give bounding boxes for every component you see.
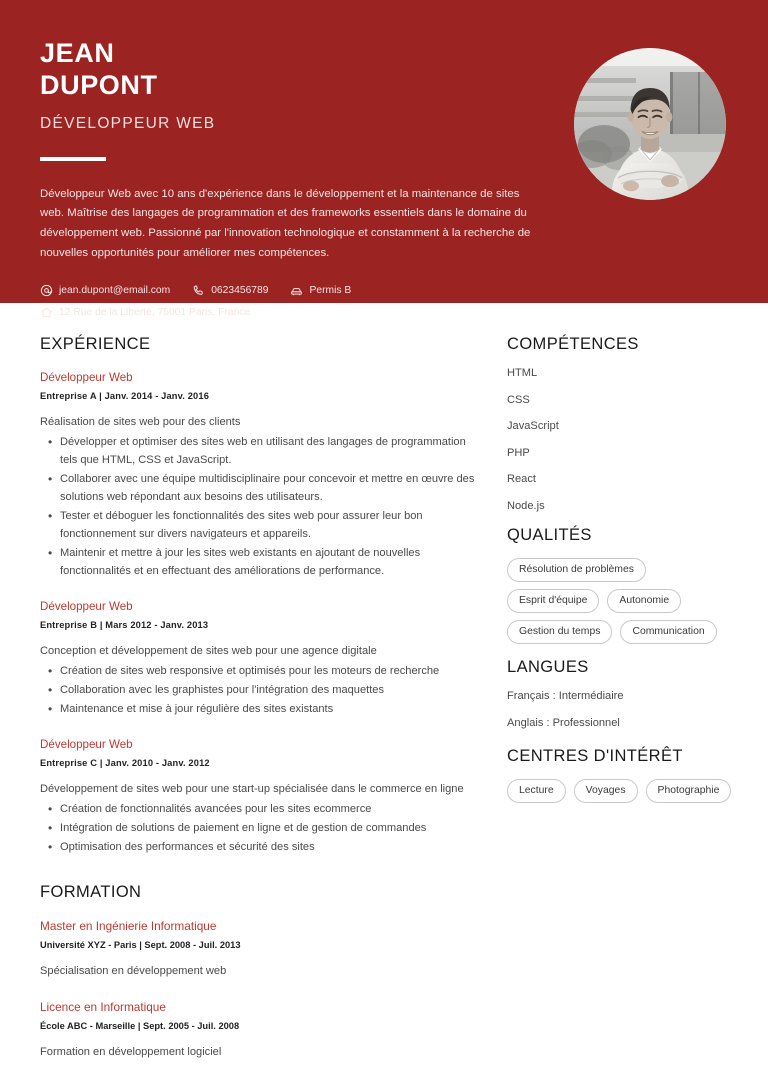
list-item: • Intégration de solutions de paiement en ligne et de gestion de commandes xyxy=(40,820,481,838)
quality-tag: Communication xyxy=(620,620,716,644)
section-languages xyxy=(507,658,738,729)
contact-info xyxy=(40,284,540,319)
languages-heading: LANGUES xyxy=(507,658,589,676)
experience-job-title: Développeur Web xyxy=(40,738,133,752)
skill-item: HTML xyxy=(507,367,538,379)
contact-email-text: jean.dupont@email.com xyxy=(59,285,171,297)
list-item: • Création de sites web responsive et optimisés pour les moteurs de recherche xyxy=(40,663,481,681)
education-entry xyxy=(40,1000,481,1061)
list-item: • Maintenir et mettre à jour les sites web existants en ajoutant de nouvelles fonctionnalités et en effectuant des améliorations de performance. xyxy=(40,545,481,581)
experience-description: Développement de sites web pour une start-up spécialisée dans le commerce en ligne xyxy=(40,783,464,796)
header-text-block xyxy=(40,30,540,328)
experience-bullets xyxy=(40,434,481,581)
contact-row-1 xyxy=(40,284,540,297)
car-icon xyxy=(290,284,303,297)
email-at-icon xyxy=(40,284,53,297)
contact-address xyxy=(40,306,250,319)
education-school-dates: Université XYZ - Paris | Sept. 2008 - Juil. 2013 xyxy=(40,940,241,951)
experience-entry xyxy=(40,600,481,719)
experience-job-title: Développeur Web xyxy=(40,371,133,384)
education-description: Formation en développement logiciel xyxy=(40,1045,222,1058)
education-entry xyxy=(40,919,481,980)
contact-phone-text: 0623456789 xyxy=(211,285,269,297)
quality-tag: Esprit d'équipe xyxy=(507,589,599,613)
interests-tag-list xyxy=(507,779,738,803)
contact-address-text: 12 Rue de la Liberté, 75001 Paris, France xyxy=(59,307,251,319)
skill-item: PHP xyxy=(507,446,530,459)
experience-company-dates: Entreprise B | Mars 2012 - Janv. 2013 xyxy=(40,619,209,630)
skills-heading: COMPÉTENCES xyxy=(507,335,639,353)
list-item: • Développer et optimiser des sites web en utilisant des langages de programmation tels que HTML, CSS et JavaScript. xyxy=(40,434,481,470)
skill-item: Node.js xyxy=(507,499,545,512)
list-item: • Collaboration avec les graphistes pour l'intégration des maquettes xyxy=(40,682,481,700)
language-item: Anglais : Professionnel xyxy=(507,717,620,729)
interests-heading: CENTRES D'INTÉRÊT xyxy=(507,747,683,765)
list-item: • Optimisation des performances et sécurité des sites xyxy=(40,839,481,857)
section-experience xyxy=(40,335,481,857)
skill-item: React xyxy=(507,473,536,485)
education-description: Spécialisation en développement web xyxy=(40,965,227,978)
contact-license xyxy=(290,284,351,297)
main-column xyxy=(0,303,505,1086)
experience-bullets xyxy=(40,801,481,857)
section-education xyxy=(40,883,481,1060)
education-school-dates: École ABC - Marseille | Sept. 2005 - Juil. 2008 xyxy=(40,1020,240,1031)
job-title: DÉVELOPPEUR WEB xyxy=(40,114,216,132)
experience-entry xyxy=(40,371,481,581)
contact-phone[interactable] xyxy=(192,284,268,297)
interest-tag: Lecture xyxy=(507,779,566,803)
experience-job-title: Développeur Web xyxy=(40,599,133,613)
experience-bullets xyxy=(40,663,481,719)
list-item: • Tester et déboguer les fonctionnalités des sites web pour assurer leur bon fonctionnement sur divers navigateurs et appareils. xyxy=(40,508,481,544)
avatar xyxy=(574,48,726,200)
contact-license-text: Permis B xyxy=(309,285,352,297)
list-item: • Création de fonctionnalités avancées pour les sites ecommerce xyxy=(40,801,481,819)
qualities-tag-list xyxy=(507,558,738,644)
experience-company-dates: Entreprise C | Janv. 2010 - Janv. 2012 xyxy=(40,758,210,769)
experience-description: Conception et développement de sites web pour une agence digitale xyxy=(40,644,377,657)
experience-entry xyxy=(40,738,481,857)
language-item: Français : Intermédiaire xyxy=(507,690,624,702)
education-heading: FORMATION xyxy=(40,883,142,902)
skill-item: JavaScript xyxy=(507,420,559,432)
education-degree: Master en Ingénierie Informatique xyxy=(40,919,217,934)
section-qualities xyxy=(507,526,738,644)
home-icon xyxy=(40,306,53,319)
last-name: DUPONT xyxy=(40,69,158,100)
contact-row-2 xyxy=(40,306,540,319)
experience-heading: EXPÉRIENCE xyxy=(40,335,151,353)
quality-tag: Autonomie xyxy=(607,589,681,613)
side-column xyxy=(505,303,768,1086)
experience-description: Réalisation de sites web pour des clients xyxy=(40,416,241,428)
section-skills xyxy=(507,335,738,512)
experience-company-dates: Entreprise A | Janv. 2014 - Janv. 2016 xyxy=(40,391,210,401)
phone-icon xyxy=(192,284,205,297)
qualities-heading: QUALITÉS xyxy=(507,526,592,544)
portrait-photo xyxy=(574,48,726,200)
resume-header xyxy=(0,0,768,319)
first-name: JEAN xyxy=(40,38,115,68)
skill-item: CSS xyxy=(507,393,530,406)
interest-tag: Photographie xyxy=(646,779,732,803)
header-divider xyxy=(40,157,106,161)
profile-summary: Développeur Web avec 10 ans d'expérience dans le développement et la maintenance de sites web. Maîtrise des langages de programmation et des frameworks essentiels dans le domaine du développement web. Passionné par l'innovation technologique et constamment à la recherche de nouvelles opportunités pour améliorer mes compétences. xyxy=(40,187,531,259)
list-item: • Maintenance et mise à jour régulière des sites existants xyxy=(40,701,481,719)
interest-tag: Voyages xyxy=(574,779,638,803)
quality-tag: Gestion du temps xyxy=(507,620,612,644)
education-degree: Licence en Informatique xyxy=(40,999,166,1014)
contact-email[interactable] xyxy=(40,284,170,297)
section-interests xyxy=(507,747,738,803)
list-item: • Collaborer avec une équipe multidisciplinaire pour concevoir et mettre en œuvre des solutions web répondant aux besoins des utilisateurs. xyxy=(40,471,481,507)
quality-tag: Résolution de problèmes xyxy=(507,558,646,582)
full-name xyxy=(40,38,540,102)
resume-body xyxy=(0,303,768,1086)
